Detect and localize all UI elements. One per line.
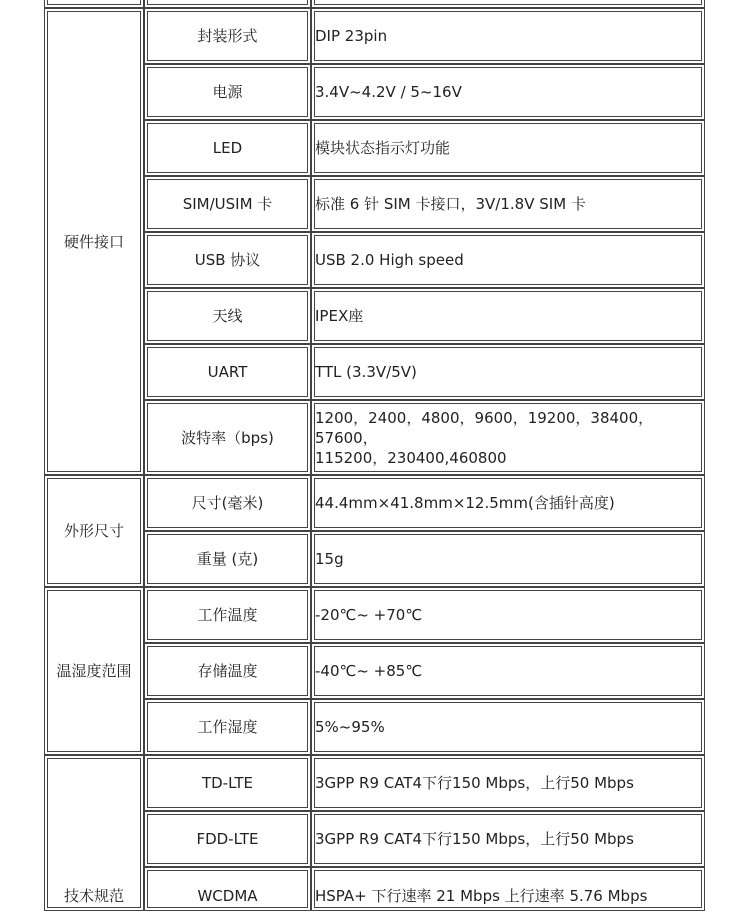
attribute-cell [144,643,311,699]
attribute-cell [144,64,311,120]
category-cell [44,0,144,8]
value-cell [311,699,705,755]
attribute-cell [144,344,311,400]
value-text: 5%~95% [315,718,385,736]
value-text: HSPA+ 下行速率 21 Mbps 上行速率 5.76 Mbps [315,887,648,905]
value-text: USB 2.0 High speed [315,251,464,269]
attribute-label: 工作湿度 [197,718,258,736]
value-cell [311,755,705,811]
category-cell-temperature [44,587,144,755]
attribute-label: 重量 (克) [196,550,259,568]
attribute-label: 封装形式 [197,27,258,45]
attribute-label: 存储温度 [197,662,258,680]
category-cell-dimensions [44,475,144,587]
attribute-cell [144,867,311,911]
attribute-label: 天线 [212,307,243,325]
category-label: 温湿度范围 [56,662,132,680]
attribute-cell [144,232,311,288]
value-text: 3.4V~4.2V / 5~16V [315,83,462,101]
value-text: IPEX座 [315,307,364,325]
attribute-label: TD-LTE [201,774,254,792]
value-cell [311,475,705,531]
attribute-cell [144,531,311,587]
attribute-label: 电源 [212,83,243,101]
attribute-label: 尺寸(毫米) [191,494,264,512]
value-cell [311,64,705,120]
attribute-label: LED [212,139,243,157]
value-cell [311,811,705,867]
attribute-cell [144,400,311,475]
attribute-cell [144,288,311,344]
category-label: 外形尺寸 [63,522,124,540]
category-label: 技术规范 [63,887,124,905]
attribute-cell [144,0,311,8]
value-text: 3GPP R9 CAT4下行150 Mbps，上行50 Mbps [315,774,634,792]
attribute-cell [144,811,311,867]
attribute-cell [144,176,311,232]
category-cell-tech-spec [44,755,144,911]
value-cell [311,120,705,176]
category-label: 硬件接口 [63,232,124,251]
value-text: 标准 6 针 SIM 卡接口，3V/1.8V SIM 卡 [315,195,586,213]
attribute-cell [144,120,311,176]
value-text: DIP 23pin [315,27,388,45]
value-text: 44.4mm×41.8mm×12.5mm(含插针高度) [315,494,615,512]
attribute-label: UART [207,363,248,381]
value-text: 1200，2400，4800，9600，19200，38400，57600， 115200，230400,460800 [315,408,654,467]
attribute-cell [144,755,311,811]
value-text: -40℃~ +85℃ [315,662,423,680]
value-cell [311,176,705,232]
value-text: 模块状态指示灯功能 [315,139,451,157]
value-text: TTL (3.3V/5V) [315,363,417,381]
value-cell [311,531,705,587]
value-cell [311,232,705,288]
value-cell [311,867,705,911]
value-cell [311,0,705,8]
value-text: 15g [315,550,344,568]
attribute-cell [144,587,311,643]
value-cell [311,344,705,400]
category-cell-hardware [44,8,144,475]
attribute-cell [144,8,311,64]
value-cell [311,8,705,64]
value-text: -20℃~ +70℃ [315,606,423,624]
value-cell [311,288,705,344]
value-text: 3GPP R9 CAT4下行150 Mbps，上行50 Mbps [315,830,634,848]
value-cell [311,643,705,699]
attribute-cell [144,699,311,755]
attribute-label: 工作温度 [197,606,258,624]
attribute-label: WCDMA [197,887,258,905]
attribute-label: SIM/USIM 卡 [182,195,273,213]
value-cell [311,587,705,643]
attribute-label: USB 协议 [194,251,261,269]
attribute-cell [144,475,311,531]
attribute-label: 波特率（bps) [181,428,274,447]
value-cell [311,400,705,475]
attribute-label: FDD-LTE [196,830,259,848]
